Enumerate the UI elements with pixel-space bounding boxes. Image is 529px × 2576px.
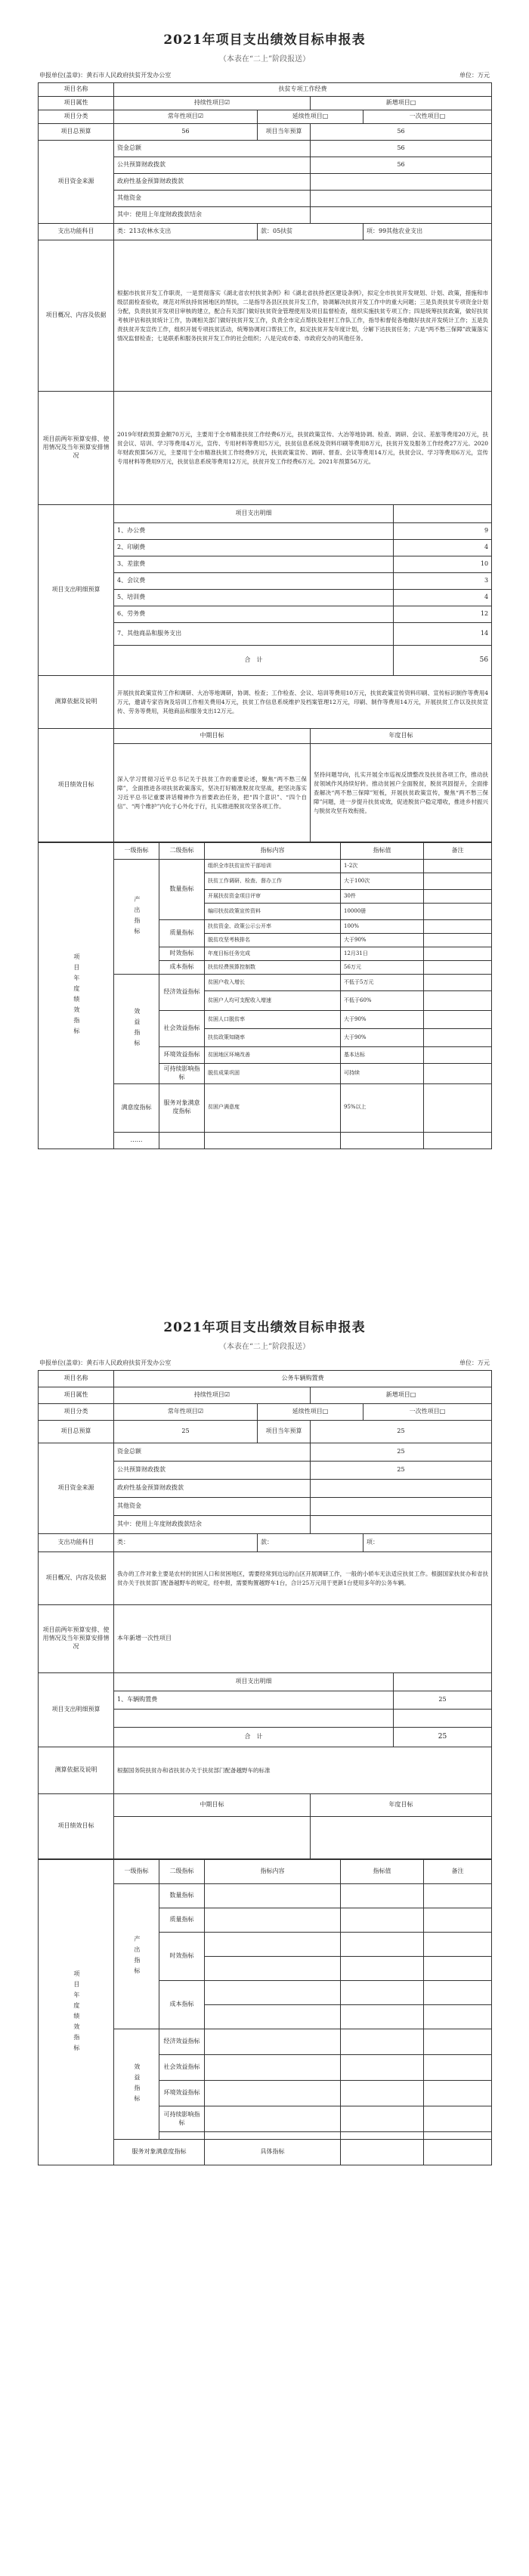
- applicant-unit: 申报单位(盖章)：黄石市人民政府扶贫开发办公室: [39, 72, 172, 79]
- label-calc: 测算依据及说明: [39, 676, 114, 729]
- ind-value: 大于90%: [341, 1011, 424, 1029]
- ind-header: 一级指标: [114, 843, 159, 860]
- ind-content: 开展扶贫资金项目评审: [205, 890, 341, 904]
- label-annual-indicators: 项目年度绩效指标: [39, 843, 114, 1149]
- source-value: [311, 174, 492, 191]
- overview-text: 我办的工作对象主要是农村的贫困人口和贫困地区，需要经常到边远的山区开展调研工作，一般的小轿车无法适应扶贫工作。根据国家扶贫办和省扶贫办关于扶贫部门配备越野车的规定，经申报，需要购置越野车1台，合计25万元用于更新1台使用多年的公务车辆。: [114, 1552, 492, 1605]
- detail-value: 9: [394, 523, 492, 540]
- detail-value: [394, 1710, 492, 1728]
- ind-content: 贫困户人均可支配收入增速: [205, 991, 341, 1011]
- current-budget: 56: [311, 124, 492, 141]
- label-prev-budget: 项目前两年预算安排、使用情况及当年预算安排情况: [39, 392, 114, 505]
- attr-new: 新增项目□: [311, 1387, 492, 1404]
- mid-goal-text: 深入学习贯彻习近平总书记关于扶贫工作的重要论述，聚焦“两不愁三保障”，全面推进各项扶贫政策落实，坚决打好精准脱贫攻坚战，把坚决落实习近平总书记重要讲话精神作为首要政治任务，把“四个意识”、“四个自信”、“两个维护”内化于心外化于行，扎实推进脱贫攻坚各项工作。: [114, 744, 311, 842]
- attr-new: 新增项目□: [311, 97, 492, 110]
- detail-item: 4、会议费: [114, 573, 394, 590]
- ind-l2: 服务对象满意度指标: [114, 2140, 205, 2165]
- mid-goal-header: 中期目标: [114, 729, 311, 744]
- detail-item: 1、车辆购置费: [114, 1691, 394, 1710]
- ind-l2: 成本指标: [159, 1981, 205, 2029]
- detail-value: 4: [394, 590, 492, 606]
- total-budget: 25: [114, 1421, 258, 1443]
- label-detail: 项目支出明细预算: [39, 1673, 114, 1747]
- ind-l2: 成本指标: [159, 961, 205, 975]
- ind-value: 不低于5万元: [341, 975, 424, 991]
- mid-goal-text: [114, 1817, 311, 1859]
- ind-l2: 可持续影响指标: [159, 2106, 205, 2132]
- indicator-table-1: [38, 842, 492, 1149]
- source-value: [311, 1480, 492, 1498]
- source-value: 56: [311, 157, 492, 174]
- ind-content: 扶贫经费预算控制数: [205, 961, 341, 975]
- form-meta: [38, 71, 491, 79]
- type-once: 一次性项目□: [363, 1404, 492, 1421]
- source-value: [311, 1498, 492, 1516]
- calc-text: 根据国务院扶贫办和省扶贫办关于扶贫部门配备越野车的标准: [114, 1747, 492, 1794]
- label-calc: 测算依据及说明: [39, 1747, 114, 1794]
- detail-total-value: 25: [394, 1728, 492, 1747]
- ind-content: 扶贫政策知晓率: [205, 1029, 341, 1047]
- report-form-1: [38, 0, 491, 1300]
- form-title: 2021年项目支出绩效目标申报表: [163, 1320, 366, 1335]
- label-func-subject: 支出功能科目: [39, 1534, 114, 1552]
- label-fund-source: 项目资金来源: [39, 1443, 114, 1534]
- detail-amount-header: [394, 1673, 492, 1691]
- source-label: 政府性基金预算财政拨款: [114, 1480, 311, 1498]
- ind-l2: 环境效益指标: [159, 1047, 205, 1064]
- form-meta: [38, 1359, 491, 1367]
- source-value: [311, 191, 492, 207]
- type-once: 一次性项目□: [363, 110, 492, 124]
- form-subtitle: （本表在“二上”阶段报送）: [218, 55, 311, 64]
- ind-l2: 经济效益指标: [159, 2029, 205, 2055]
- detail-total-label: 合 计: [114, 646, 394, 676]
- indicator-table-2: [38, 1859, 492, 2165]
- ind-content: 扶贫资金、政策公示公开率: [205, 920, 341, 934]
- detail-total-label: 合 计: [114, 1728, 394, 1747]
- label-annual-indicators: 项目年度绩效指标: [39, 1860, 114, 2165]
- attr-continue: 持续性项目☑: [114, 1387, 311, 1404]
- func-sub: 项：99其他农业支出: [363, 224, 492, 240]
- source-value: 56: [311, 141, 492, 157]
- detail-item: [114, 1710, 394, 1728]
- project-name: 公务车辆购置费: [114, 1371, 492, 1387]
- ind-value: 12月31日: [341, 947, 424, 961]
- ind-l1: 效益指标: [114, 2029, 159, 2140]
- source-label: 其他资金: [114, 191, 311, 207]
- annual-goal-text: 坚持问题导向，扎实开展全市巡视反馈整改及扶贫各项工作，推动扶贫领域作风持续好转。推动贫困户全面脱贫，脱贫巩固提升，全面排查解决“两不愁三保障”短板，开展扶贫政策宣传，聚焦“两不愁三保障”问题，进一步提升扶贫成效，促进脱贫户稳定增收，推进乡村振兴与脱贫攻坚有效衔接。: [311, 744, 492, 842]
- label-project-type: 项目分类: [39, 1404, 114, 1421]
- func-sub: 项：: [363, 1534, 492, 1552]
- ind-header: 二级指标: [159, 1860, 205, 1884]
- detail-item: 1、办公费: [114, 523, 394, 540]
- project-name: 扶贫专项工作经费: [114, 83, 492, 97]
- func-item: 款：: [258, 1534, 363, 1552]
- report-form-2: [38, 1304, 491, 2576]
- ind-header: 一级指标: [114, 1860, 159, 1884]
- label-total-budget: 项目总预算: [39, 124, 114, 141]
- ind-content: 年度目标任务完成: [205, 947, 341, 961]
- ind-l1: 产出指标: [114, 1884, 159, 2029]
- form-subtitle: （本表在“二上”阶段报送）: [218, 1343, 311, 1351]
- detail-value: 14: [394, 623, 492, 646]
- ind-l2: 服务对象满意度指标: [159, 1083, 205, 1132]
- calc-text: 开展扶贫政策宣传工作和调研、大冶等地调研，协调、检查；工作检查、会议、培训等费用10万元，扶贫政策宣传资料印刷、宣传标识制作等费用4万元，邀请专家咨询及培训工作相关费用4万元，扶贫工作信息系统维护及档案管理12万元，印刷、制作等费用14万元，开展扶贫工作以及扶贫宣传、劳务等费用，其他商品和服务支出12万元。: [114, 676, 492, 729]
- total-budget: 56: [114, 124, 258, 141]
- ind-l1: 满意度指标: [114, 1083, 159, 1132]
- source-label: 其中：使用上年度财政拨款结余: [114, 207, 311, 224]
- ind-value: 大于100次: [341, 873, 424, 890]
- label-overview: 项目概况、内容及依据: [39, 1552, 114, 1605]
- ind-header: 备注: [424, 843, 492, 860]
- ind-l1: 产出指标: [114, 860, 159, 975]
- ind-l2: 时效指标: [159, 947, 205, 961]
- ind-l2: 数量指标: [159, 1884, 205, 1908]
- detail-item: 6、劳务费: [114, 606, 394, 623]
- source-label: 公共预算财政拨款: [114, 1462, 311, 1480]
- detail-total-value: 56: [394, 646, 492, 676]
- source-label: 其他资金: [114, 1498, 311, 1516]
- label-project-type: 项目分类: [39, 110, 114, 124]
- report-table-2: [38, 1370, 492, 1859]
- annual-goal-header: 年度目标: [311, 729, 492, 744]
- label-current-budget: 项目当年预算: [258, 1421, 311, 1443]
- source-label: 公共预算财政拨款: [114, 157, 311, 174]
- ind-content: 贫困户满意度: [205, 1083, 341, 1132]
- ind-l2: 环境效益指标: [159, 2081, 205, 2106]
- ind-header: 指标内容: [205, 1860, 341, 1884]
- detail-header: 项目支出明细: [114, 505, 394, 523]
- ind-value: 大于90%: [341, 1029, 424, 1047]
- label-func-subject: 支出功能科目: [39, 224, 114, 240]
- ind-l2: 社会效益指标: [159, 1011, 205, 1047]
- ind-l2: 经济效益指标: [159, 975, 205, 1011]
- label-detail: 项目支出明细预算: [39, 505, 114, 676]
- report-table-1: [38, 82, 492, 842]
- detail-header: 项目支出明细: [114, 1673, 394, 1691]
- source-value: [311, 207, 492, 224]
- ind-l2: 数量指标: [159, 860, 205, 920]
- ind-l2: 质量指标: [159, 920, 205, 947]
- detail-value: 3: [394, 573, 492, 590]
- label-prev-budget: 项目前两年预算安排、使用情况及当年预算安排情况: [39, 1605, 114, 1673]
- ind-value: 大于90%: [341, 934, 424, 947]
- ind-value: 100%: [341, 920, 424, 934]
- func-class: 类：: [114, 1534, 258, 1552]
- label-total-budget: 项目总预算: [39, 1421, 114, 1443]
- detail-value: 12: [394, 606, 492, 623]
- ind-header: 指标内容: [205, 843, 341, 860]
- label-current-budget: 项目当年预算: [258, 124, 311, 141]
- ind-value: 56万元: [341, 961, 424, 975]
- ind-l1: 效益指标: [114, 975, 159, 1084]
- prev-budget-text: 本年新增一次性项目: [114, 1605, 492, 1673]
- source-label: 政府性基金预算财政拨款: [114, 174, 311, 191]
- source-value: 25: [311, 1443, 492, 1462]
- ind-header: 二级指标: [159, 843, 205, 860]
- ind-header: 指标值: [341, 1860, 424, 1884]
- detail-value: 25: [394, 1691, 492, 1710]
- ind-l2: 时效指标: [159, 1933, 205, 1981]
- ind-content: 具体指标: [205, 2140, 341, 2165]
- ind-value: 10000册: [341, 904, 424, 920]
- label-fund-source: 项目资金来源: [39, 141, 114, 224]
- detail-amount-header: [394, 505, 492, 523]
- label-project-attr: 项目属性: [39, 97, 114, 110]
- ind-l2: 可持续影响指标: [159, 1064, 205, 1084]
- label-overview: 项目概况、内容及依据: [39, 240, 114, 392]
- label-perf-goal: 项目绩效目标: [39, 1794, 114, 1859]
- ind-header: 指标值: [341, 843, 424, 860]
- prev-budget-text: 2019年财政预算金额70万元，主要用于全市精准扶贫工作经费6万元，扶贫政策宣传、大冶等地协调、检查、调研、会议、差旅等费用20万元，扶贫会议、培训、学习等费用4万元，宣传、专用材料等费用5万元，扶贫信息系统及资料印刷等费用8万元，扶贫开发及服务工作经费27万元。2020年财政预算56万元，主要用于全市精准扶贫工作经费9万元，扶贫政策宣传、调研、督查、会议等费用14万元，扶贫会议、学习等费用6万元，宣传专用材料等费用9万元，扶贫信息系统等费用12万元，扶贫开发工作经费6万元。2021年预算56万元。: [114, 392, 492, 505]
- detail-item: 3、差旅费: [114, 556, 394, 573]
- label-perf-goal: 项目绩效目标: [39, 729, 114, 842]
- source-value: 25: [311, 1462, 492, 1480]
- annual-goal-header: 年度目标: [311, 1794, 492, 1817]
- ind-value: 30件: [341, 890, 424, 904]
- ind-header: 备注: [424, 1860, 492, 1884]
- ind-content: 脱贫攻坚考核排名: [205, 934, 341, 947]
- ind-content: 贫困地区环境改善: [205, 1047, 341, 1064]
- func-item: 款：05扶贫: [258, 224, 363, 240]
- type-regular: 常年性项目☑: [114, 1404, 258, 1421]
- current-budget: 25: [311, 1421, 492, 1443]
- ind-content: 扶贫工作调研、检查、督办工作: [205, 873, 341, 890]
- detail-value: 4: [394, 540, 492, 556]
- applicant-unit: 申报单位(盖章)：黄石市人民政府扶贫开发办公室: [39, 1359, 172, 1366]
- ind-content: 脱贫成果巩固: [205, 1064, 341, 1084]
- func-class: 类：213农林水支出: [114, 224, 258, 240]
- ind-content: 贫困户收入增长: [205, 975, 341, 991]
- ind-value: 可持续: [341, 1064, 424, 1084]
- detail-item: 5、培训费: [114, 590, 394, 606]
- source-label: 资金总额: [114, 141, 311, 157]
- type-periodic: 延续性项目□: [258, 110, 363, 124]
- ind-l2: 社会效益指标: [159, 2055, 205, 2081]
- money-unit: 单位：万元: [459, 1359, 490, 1366]
- type-regular: 常年性项目☑: [114, 110, 258, 124]
- source-label: 其中：使用上年度财政拨款结余: [114, 1516, 311, 1534]
- annual-goal-text: [311, 1817, 492, 1859]
- ind-value: 95%以上: [341, 1083, 424, 1132]
- ind-content: 编印扶贫政策宣传资料: [205, 904, 341, 920]
- attr-continue: 持续性项目☑: [114, 97, 311, 110]
- label-project-name: 项目名称: [39, 1371, 114, 1387]
- form-title: 2021年项目支出绩效目标申报表: [163, 33, 366, 48]
- source-label: 资金总额: [114, 1443, 311, 1462]
- ind-value: 基本达标: [341, 1047, 424, 1064]
- ind-value: 不低于60%: [341, 991, 424, 1011]
- detail-item: 2、印刷费: [114, 540, 394, 556]
- mid-goal-header: 中期目标: [114, 1794, 311, 1817]
- ind-content: 贫困人口脱贫率: [205, 1011, 341, 1029]
- detail-item: 7、其他商品和服务支出: [114, 623, 394, 646]
- label-project-attr: 项目属性: [39, 1387, 114, 1404]
- ind-content: 组织全市扶贫宣传干部培训: [205, 860, 341, 873]
- overview-text: 根据市扶贫开发工作职责，一是贯彻落实《湖北省农村扶贫条例》和《湖北省扶持老区建设条例》，拟定全市扶贫开发规划、计划、政策，措施和市级层面检查验收，规范对所扶持贫困地区的帮扶，二是指导各县区扶贫开发工作，协调解决扶贫开发工作中的重大问题；三是负责扶贫专项资金计划分配，负责扶贫开发项目审核的建立，配合有关部门做好扶贫资金管理使用及项目监督检查，组织实施扶贫专项工作；四是统筹扶贫政策，做好扶贫考核评估和扶贫统计工作，协调相关部门做好扶贫开发工作，负责全市定点帮扶及驻村工作队工作，指导和督促各地做好扶贫开发统计工作；五是负责扶贫开发宣传工作，组织开展专项扶贫活动，统筹协调对口帮扶工作，拟定扶贫开发年度计划，分解下达扶贫任务；六是“两不愁三保障”政策落实情况监督检查；七是联系和服务扶贫开发工作的社会组织；八是完成市委、市政府交办的其他任务。: [114, 240, 492, 392]
- ind-value: 1-2次: [341, 860, 424, 873]
- type-periodic: 延续性项目□: [258, 1404, 363, 1421]
- source-value: [311, 1516, 492, 1534]
- detail-value: 10: [394, 556, 492, 573]
- label-project-name: 项目名称: [39, 83, 114, 97]
- money-unit: 单位：万元: [459, 72, 490, 79]
- ellipsis-cell: ……: [114, 1132, 159, 1149]
- ind-l2: 质量指标: [159, 1908, 205, 1933]
